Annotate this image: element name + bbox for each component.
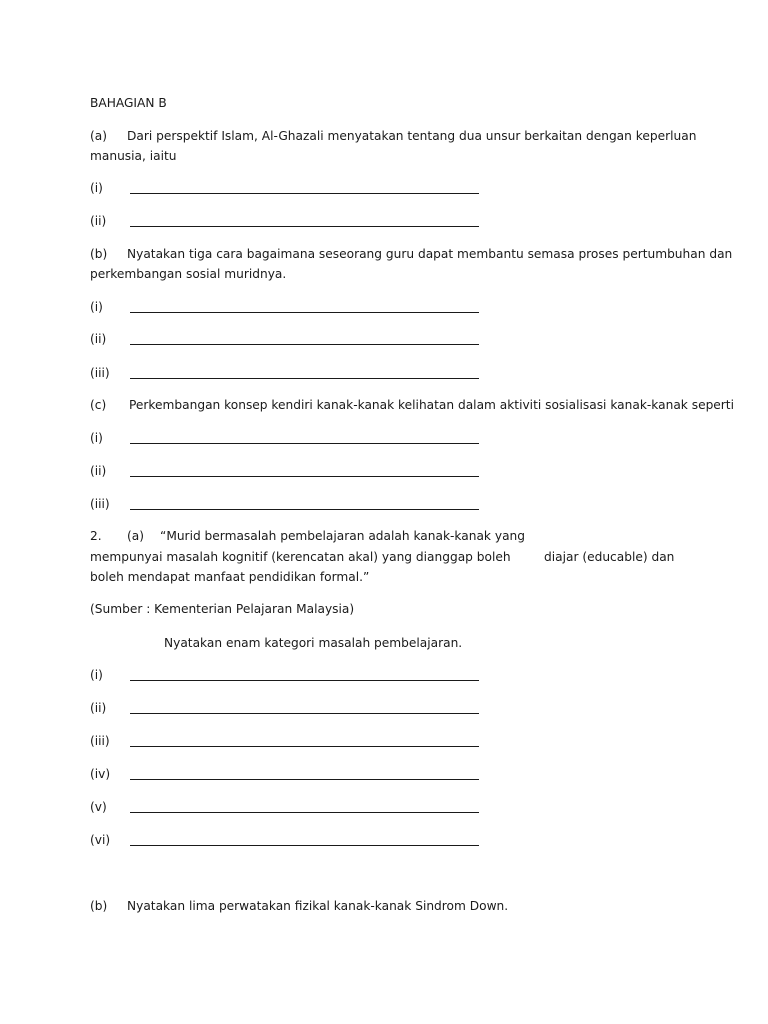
question-2-number: 2. bbox=[90, 529, 102, 543]
question-2b-label: (b) bbox=[90, 899, 108, 913]
question-2a-label: (a) bbox=[127, 529, 144, 543]
answer-b-ii-line[interactable] bbox=[130, 344, 479, 345]
answer-2a-v-label: (v) bbox=[90, 800, 107, 814]
question-a-text-line2: manusia, iaitu bbox=[90, 149, 177, 163]
question-a-text-line1: Dari perspektif Islam, Al-Ghazali menyatakan tentang dua unsur berkaitan dengan keperluan bbox=[127, 129, 697, 143]
answer-b-iii-label: (iii) bbox=[90, 366, 110, 380]
quote-line2-left: mempunyai masalah kognitif (kerencatan akal) yang dianggap boleh bbox=[90, 550, 511, 564]
quote-line2-right: diajar (educable) dan bbox=[544, 550, 675, 564]
answer-2a-ii-line[interactable] bbox=[130, 713, 479, 714]
answer-2a-iii-label: (iii) bbox=[90, 734, 110, 748]
answer-c-iii-line[interactable] bbox=[130, 509, 479, 510]
source-citation: (Sumber : Kementerian Pelajaran Malaysia) bbox=[90, 602, 355, 616]
answer-2a-iv-line[interactable] bbox=[130, 779, 479, 780]
answer-c-ii-label: (ii) bbox=[90, 464, 107, 478]
question-b-text-line2: perkembangan sosial muridnya. bbox=[90, 267, 287, 281]
answer-a-i-label: (i) bbox=[90, 181, 103, 195]
answer-c-i-label: (i) bbox=[90, 431, 103, 445]
answer-a-ii-line[interactable] bbox=[130, 226, 479, 227]
answer-2a-ii-label: (ii) bbox=[90, 701, 107, 715]
answer-b-i-line[interactable] bbox=[130, 312, 479, 313]
question-b-label: (b) bbox=[90, 247, 108, 261]
answer-a-ii-label: (ii) bbox=[90, 214, 107, 228]
answer-c-ii-line[interactable] bbox=[130, 476, 479, 477]
quote-line3: boleh mendapat manfaat pendidikan formal.” bbox=[90, 570, 370, 584]
question-c-label: (c) bbox=[90, 398, 107, 412]
answer-2a-iv-label: (iv) bbox=[90, 767, 111, 781]
answer-2a-i-label: (i) bbox=[90, 668, 103, 682]
answer-a-i-line[interactable] bbox=[130, 193, 479, 194]
answer-2a-i-line[interactable] bbox=[130, 680, 479, 681]
question-a-label: (a) bbox=[90, 129, 107, 143]
answer-2a-iii-line[interactable] bbox=[130, 746, 479, 747]
quote-line1: “Murid bermasalah pembelajaran adalah kanak-kanak yang bbox=[160, 529, 525, 543]
answer-c-iii-label: (iii) bbox=[90, 497, 110, 511]
question-2b-text: Nyatakan lima perwatakan fizikal kanak-kanak Sindrom Down. bbox=[127, 899, 509, 913]
answer-2a-v-line[interactable] bbox=[130, 812, 479, 813]
question-2a-instruction: Nyatakan enam kategori masalah pembelajaran. bbox=[164, 636, 463, 650]
answer-b-iii-line[interactable] bbox=[130, 378, 479, 379]
answer-b-ii-label: (ii) bbox=[90, 332, 107, 346]
question-b-text-line1: Nyatakan tiga cara bagaimana seseorang guru dapat membantu semasa proses pertumbuhan dan bbox=[127, 247, 733, 261]
answer-2a-vi-line[interactable] bbox=[130, 845, 479, 846]
answer-b-i-label: (i) bbox=[90, 300, 103, 314]
question-c-text-line1: Perkembangan konsep kendiri kanak-kanak kelihatan dalam aktiviti sosialisasi kanak-kanak seperti bbox=[129, 398, 734, 412]
answer-c-i-line[interactable] bbox=[130, 443, 479, 444]
section-heading: BAHAGIAN B bbox=[90, 96, 167, 110]
answer-2a-vi-label: (vi) bbox=[90, 833, 111, 847]
